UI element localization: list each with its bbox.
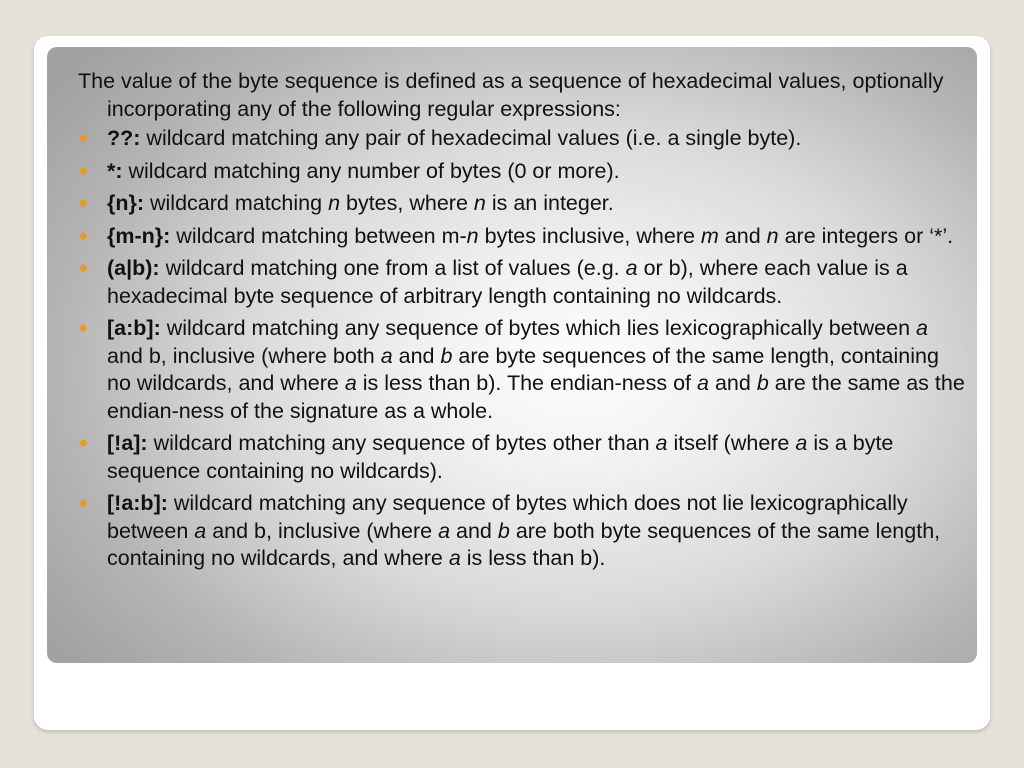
rule-description: wildcard matching between m- — [170, 223, 467, 248]
rule-description: wildcard matching any number of bytes (0 or more). — [122, 158, 620, 183]
orange-diamond-bullet-icon: ◆ — [79, 322, 88, 334]
rule-variable: b — [497, 518, 510, 543]
rule-item — [78, 255, 968, 310]
rule-item — [78, 223, 968, 251]
rule-item — [78, 315, 968, 425]
rule-term: {m-n}: — [107, 223, 171, 248]
rule-description: bytes, where — [340, 191, 474, 215]
rule-variable: a — [380, 343, 393, 368]
rule-term: [!a]: — [107, 431, 148, 455]
rule-variable: a — [795, 431, 808, 455]
slide-text-body — [78, 68, 968, 578]
rule-variable: a — [697, 371, 709, 395]
rule-item — [78, 490, 968, 573]
rule-description: wildcard matching — [144, 191, 329, 215]
rule-description: wildcard matching one from a list of values (e.g. — [159, 256, 626, 280]
orange-diamond-bullet-icon: ◆ — [79, 197, 88, 209]
rule-term: {n}: — [107, 191, 145, 215]
rule-term: (a|b): — [107, 256, 160, 280]
rule-description: and — [392, 343, 441, 368]
rule-term: [a:b]: — [107, 316, 161, 340]
orange-diamond-bullet-icon: ◆ — [79, 132, 88, 144]
rule-description: is less than b). The endian-ness of — [356, 371, 698, 395]
rule-description: are byte sequences of the same length, containing no wildcards, and where — [107, 343, 939, 395]
rule-variable: a — [344, 371, 357, 395]
rule-term: *: — [107, 158, 123, 183]
rule-description: is less than b). — [460, 546, 606, 570]
intro-paragraph: The value of the byte sequence is defined as a sequence of hexadecimal values, optionally incorporating any of the following regular expressions: — [78, 69, 944, 121]
rule-description: wildcard matching any sequence of bytes other than — [147, 431, 656, 455]
orange-diamond-bullet-icon: ◆ — [79, 164, 88, 177]
rule-variable: b — [756, 371, 769, 395]
rule-variable: a — [655, 431, 668, 455]
rule-variable: a — [916, 316, 928, 340]
rule-variable: b — [440, 343, 453, 368]
rule-description: wildcard matching any sequence of bytes which lies lexicographically between — [160, 316, 917, 340]
rule-description: or b), where each value is a hexadecimal byte sequence of arbitrary length containing no wildcards. — [107, 256, 908, 308]
rule-description: itself (where — [667, 431, 796, 455]
rule-description: are integers or ‘*’. — [778, 223, 954, 248]
rule-description: and b, inclusive (where both — [107, 343, 381, 368]
rule-description: are the same as the endian-ness of the signature as a whole. — [107, 371, 965, 423]
rule-description: are both byte sequences of the same length, containing no wildcards, and where — [107, 518, 941, 570]
rule-description: bytes inclusive, where — [478, 223, 701, 248]
rule-description: is a byte sequence containing no wildcards). — [107, 431, 894, 483]
rule-description: and — [450, 518, 498, 543]
rule-variable: a — [448, 546, 461, 570]
rule-variable: n — [328, 191, 341, 215]
rule-description: and — [708, 371, 757, 395]
rule-description: wildcard matching any pair of hexadecimal values (i.e. a single byte). — [140, 126, 802, 150]
rule-term: [!a:b]: — [107, 491, 168, 515]
rule-item — [78, 158, 968, 186]
rule-description: and b, inclusive (where — [206, 518, 439, 543]
rule-description: wildcard matching any sequence of bytes which does not lie lexicographically between — [107, 491, 908, 543]
orange-diamond-bullet-icon: ◆ — [79, 229, 88, 242]
rule-item — [78, 125, 968, 153]
rule-variable: n — [766, 223, 779, 248]
rule-term: ??: — [107, 126, 141, 150]
rule-description: is an integer. — [485, 191, 614, 215]
rule-item — [78, 430, 968, 485]
rule-variable: a — [438, 518, 451, 543]
rule-variable: n — [473, 191, 486, 215]
orange-diamond-bullet-icon: ◆ — [79, 497, 88, 509]
rule-variable: a — [625, 256, 638, 280]
rules-list — [78, 125, 968, 573]
rule-variable: a — [194, 518, 207, 543]
rule-variable: m — [700, 223, 719, 248]
rule-description: and — [718, 223, 767, 248]
orange-diamond-bullet-icon: ◆ — [79, 437, 88, 449]
rule-variable: n — [466, 223, 479, 248]
orange-diamond-bullet-icon: ◆ — [79, 262, 88, 274]
rule-item — [78, 190, 968, 218]
